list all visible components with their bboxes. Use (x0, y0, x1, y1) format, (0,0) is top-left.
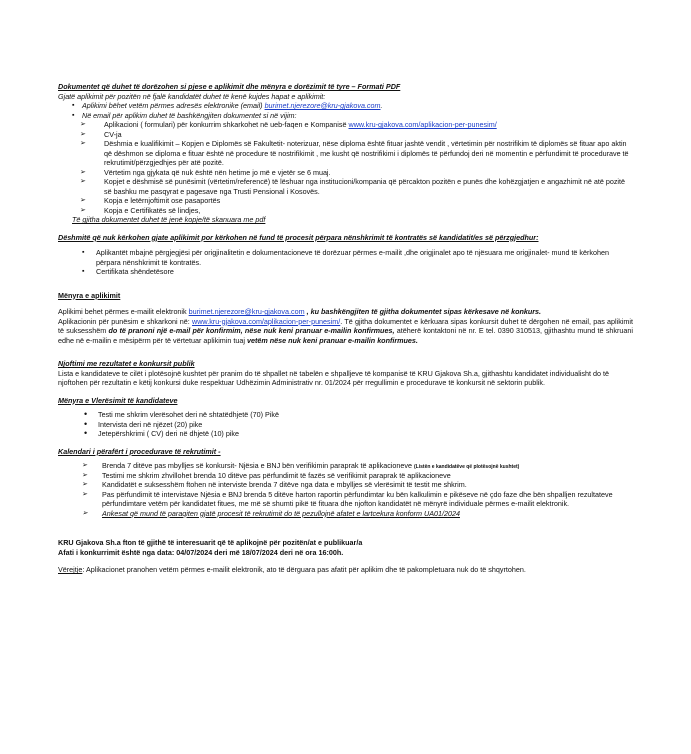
doc-item-employment-proof: ➢ Kopjet e dëshmisë së punësimit (vërtetim/referencë) të lëshuar nga institucioni/kompania që përcakton pozitën e punës dhe kohëzgjatjen e angazhimit në atë pozitë së bashku me pasqyrat e pagesave nga Trusti Pensional i Kosovës. (80, 177, 633, 196)
calendar-item-interview: ➢ Kandidatët e suksesshëm ftohen në interviste brenda 7 ditëve nga data e mbylljes së vlerësimit të testit me shkrim. (82, 480, 633, 490)
later-proof-originality: ▪ Aplikantët mbajnë përgjegjësi për origjinalitetin e dokumentacioneve të dorëzuar përmes e-mailit ,dhe origjinalet apo të njësuara me origjinalet- mund të kërkohen përpara nënshkrimit të kontratës. (82, 248, 633, 267)
section-documents-intro: Gjatë aplikimit për pozitën në fjalë kandidatët duhet të kenë kujdes hapat e aplikimit: (58, 91, 326, 101)
bullet-email-only: ▪ Aplikimi bëhet vetëm përmes adresës elektronike (email) burimet.njerezore@kru-gjakova.com. (72, 101, 633, 111)
evaluation-written-test: • Testi me shkrim vlerësohet deri në shtatëdhjetë (70) Pikë (84, 410, 633, 420)
section-application-method-title: Mënyra e aplikimit (58, 290, 121, 300)
doc-item-application: ➢ Aplikacioni ( formulari) për konkurrim shkarkohet në ueb-faqen e Kompanisë www.kru-gjakova.com/aplikacion-per-punesim/ (80, 120, 633, 130)
doc-item-cv: ➢ CV-ja (80, 130, 633, 140)
doc-item-id-card: ➢ Kopja e letërnjoftimit ose pasaportës (80, 196, 633, 206)
calendar-item-appeals: ➢ Ankesat që mund të paraqiten gjatë procesit të rekrutimit do të pezullojnë afatet e lartcekura konform UA01/2024 (82, 509, 633, 519)
later-proof-health-certificate: ▪ Certifikata shëndetësore (82, 267, 633, 277)
required-documents-list (58, 120, 633, 215)
results-paragraph: Lista e kandidateve te cilët i plotësojnë kushtet për pranim do të shpallet në tabelën e shpalljeve të kompanisë të KRU Gjakova Sh.a, gjithashtu kandidatet individualisht do të njoftohen për rezultatin e këtij konkursi duke respektuar Udhëzimin Administrativ nr. 01/2024 për rregullimin e procedurave të konkursit në sektorin publik. (58, 368, 609, 387)
application-method-email-paragraph: Aplikimi behet përmes e-mailit elektronik burimet.njerezore@kru-gjakova.com , ku bashkëngjiten të gjitha dokumentet sipas kërkesave në konkurs. (58, 307, 542, 316)
note-paragraph: Vërejtje: Aplikacionet pranohen vetëm përmes e-mailit elektronik, ato të dërguara pas afatit për aplikim dhe të pakompletuara nuk do të shqyrtohen. (58, 565, 526, 575)
document (58, 82, 633, 575)
application-method-form-paragraph: Aplikacionin për punësim e shkarkoni në: www.kru-gjakova.com/aplikacion-per-punesim/. Të gjitha dokumentet e kërkuara sipas konkursit duhet të dërgohen në email, pas aplikimit të suksesshëm do të pranoni një e-mail për konfirmim, nëse nuk keni pranuar e-mailin konfirmues, atëherë kontaktoni në nr. E tel. 0390 310513, gjithashtu mund të shkruani edhe në e-mailin e mësipërm për të vërtetuar aplikimin tuaj vetëm nëse nuk keni pranuar e-mailin konfirmues. (58, 316, 633, 345)
evaluation-cv: • Jetepërshkrimi ( CV) deri në dhjetë (10) pike (84, 429, 633, 439)
section-evaluation-title: Mënyra e Vlerësimit të kandidateve (58, 395, 178, 405)
calendar-item-verification: ➢ Brenda 7 ditëve pas mbylljes së konkursit- Njësia e BNJ bën verifikimin paraprak të aplikacioneve (Listën e kandidatëve që plotësojnë kushtet) (82, 461, 633, 471)
doc-item-court-certificate: ➢ Vërtetim nga gjykata që nuk është nën hetime jo më e vjetër se 6 muaj. (80, 168, 633, 178)
section-calendar-title: Kalendari i përafërt i procedurave të rekrutimit - (58, 446, 221, 456)
documents-format-note: Të gjitha dokumentet duhet të jenë kopje/të skanuara me pdf (72, 215, 266, 224)
application-email-link[interactable]: burimet.njerezore@kru-gjakova.com (188, 307, 305, 316)
doc-item-diploma: ➢ Dëshmia e kualifikimit – Kopjen e Diplomës së Fakultetit- noterizuar, nëse diploma është fituar jashtë vendit , vërtetimin për nostrifikim të diplomës së fituar apo aktin që dëshmon se diploma e fituar është në procedure të nostrifikimit , me kusht që nostrifikimi i diplomës të përfundoj deri në momentin e përfundimit të procedurave të rekrutimit/përzgjedhjes për atë pozitë. (80, 139, 633, 168)
doc-item-birth-certificate: ➢ Kopja e Certifikatës së lindjes, (80, 206, 633, 216)
section-later-proofs-title: Dëshmitë që nuk kërkohen gjate aplikimit por kërkohen në fund të procesit përpara nënshkrimit të kontratës së kandidatit/es së përzgjedhur: (58, 232, 539, 242)
section-results-title: Njoftimi me rezultatet e konkursit publik (58, 359, 195, 368)
invitation-line: KRU Gjakova Sh.a fton të gjithë të interesuarit që të aplikojnë për pozitën/at e publikuar/a (58, 538, 363, 548)
section-documents-title: Dokumentet që duhet të dorëzohen si pjese e aplikimit dhe mënyra e dorëzimit të tyre – Formati PDF (58, 82, 401, 91)
bullet-attachments: ▪ Në email për aplikim duhet të bashkëngjiten dokumentet si në vijim: (72, 111, 633, 121)
application-form-download-link[interactable]: www.kru-gjakova.com/aplikacion-per-punesim/ (192, 316, 341, 326)
hr-email-link[interactable]: burimet.njerezore@kru-gjakova.com (264, 101, 381, 110)
evaluation-interview: • Intervista deri në njëzet (20) pike (84, 420, 633, 430)
application-form-link[interactable]: www.kru-gjakova.com/aplikacion-per-punesim/ (348, 120, 497, 129)
deadline-line: Afati i konkurrimit është nga data: 04/07/2024 deri më 18/07/2024 deri në ora 16:00h. (58, 547, 344, 557)
calendar-item-final-results: ➢ Pas përfundimit të intervistave Njësia e BNJ brenda 5 ditëve harton raportin përfundimtar ku bën kalkulimin e pikëseve në çdo faze dhe bën shpalljen rezultateve përfundimtare vetëm për kandidatet fitues, me më së shumti pikë të fituara dhe njofton kandidatët në mënyrë individuale përmes e-mailit elektronik. (82, 490, 633, 509)
calendar-item-written-test: ➢ Testimi me shkrim zhvillohet brenda 10 ditëve pas përfundimit të fazës së verifikimit paraprak të aplikacioneve (82, 471, 633, 481)
